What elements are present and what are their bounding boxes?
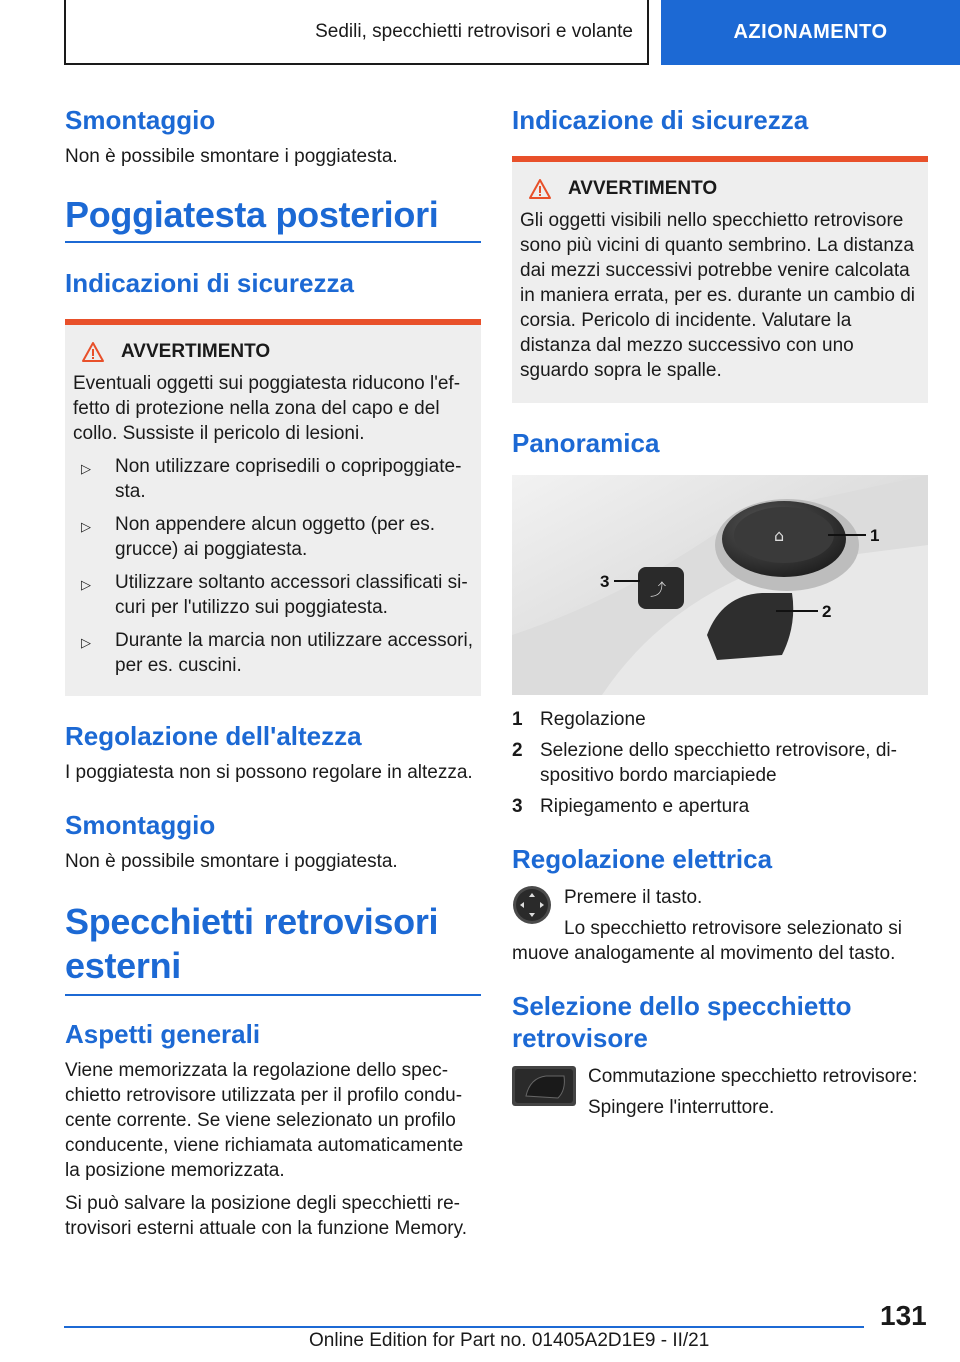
warning-text: Gli oggetti visibili nello specchietto retrovisore sono più vicini di quanto sembrino. La distanza dai mezzi successivi potrebbe venire calcolata in maniera errata, per es. durante un cambio di corsia. Pericolo di incidente. Valutare la distanza dal mezzo successivo con uno sguardo sopra le spalle.: [520, 210, 915, 381]
list-item: ▷ Durante la marcia non utilizzare accessori, per es. cuscini.: [73, 628, 473, 678]
bullet-triangle-icon: ▷: [81, 519, 91, 534]
header-chapter-tab[interactable]: [661, 0, 960, 65]
indicazione-heading: Indicazione di sicurezza: [512, 105, 809, 135]
warning-triangle-icon: [528, 178, 552, 200]
mirror-switch-illustration: [512, 475, 928, 695]
bullet-triangle-icon: ▷: [81, 461, 91, 476]
warning-box-right: [512, 156, 928, 403]
header-section-title: Sedili, specchietti retrovisori e volante: [315, 20, 633, 42]
footer-rule: [64, 1326, 864, 1328]
aspetti-generali-heading: Aspetti generali: [65, 1019, 261, 1049]
smontaggio-text: Non è possibile smontare i poggiatesta.: [65, 146, 398, 167]
indicazioni-heading: Indicazioni di sicurezza: [65, 268, 354, 298]
header-chapter-label: AZIONAMENTO: [733, 21, 888, 43]
header-section-box: [64, 0, 649, 65]
callout-1: 1: [870, 526, 880, 545]
callout-2: 2: [822, 602, 832, 621]
elettrica-text-2: Lo specchietto retrovisore selezionato si muove analogamente al movimento del tasto.: [512, 918, 902, 964]
warning-title: [520, 178, 920, 200]
warning-box: [65, 319, 481, 696]
mirror-adjust-button-icon: [512, 885, 552, 925]
list-item: 3 Ripiegamento e apertura: [512, 796, 750, 817]
list-item: ▷ Utilizzare soltanto accessori classificati si-curi per l'utilizzo sui poggiatesta.: [73, 570, 473, 620]
left-column: [65, 96, 481, 1241]
selezione-text-2: Spingere l'interruttore.: [588, 1097, 775, 1118]
warning-title-text: AVVERTIMENTO: [568, 178, 718, 199]
smontaggio-heading: Smontaggio: [65, 105, 216, 135]
warning-title-text: AVVERTIMENTO: [121, 341, 271, 362]
aspetti-generali-text-2: Si può salvare la posizione degli specchietti re-trovisori esterni attuale con la funzione Memory.: [65, 1193, 467, 1239]
smontaggio-text-2: Non è possibile smontare i poggiatesta.: [65, 851, 398, 872]
svg-text:⤴: ⤴: [650, 580, 667, 599]
warning-title: [73, 341, 473, 363]
panoramica-heading: Panoramica: [512, 428, 660, 458]
heading-rule: [65, 994, 481, 996]
regolazione-altezza-text: I poggiatesta non si possono regolare in altezza.: [65, 762, 473, 783]
poggiatesta-posteriori-heading: Poggiatesta posteriori: [65, 194, 439, 235]
smontaggio-heading-2: Smontaggio: [65, 810, 216, 840]
svg-text:⌂: ⌂: [774, 526, 785, 545]
selezione-text-1: Commutazione specchietto retrovisore:: [588, 1066, 918, 1087]
warning-list: [73, 454, 473, 678]
legend-list: [512, 707, 928, 819]
bullet-triangle-icon: ▷: [81, 635, 91, 650]
elettrica-text-1: Premere il tasto.: [564, 887, 703, 908]
selezione-block: [512, 1064, 928, 1120]
regolazione-elettrica-heading: Regolazione elettrica: [512, 844, 773, 874]
aspetti-generali-text-1: Viene memorizzata la regolazione dello spec-chietto retrovisore utilizzata per il profilo condu-cente corrente. Se viene selezionato un profilo conducente, viene richiamata automaticamente la posizione memorizzata.: [65, 1060, 464, 1181]
regolazione-altezza-heading: Regolazione dell'altezza: [65, 721, 362, 751]
edition-text: Online Edition for Part no. 01405A2D1E9 - II/21: [309, 1330, 710, 1351]
right-column: [512, 96, 928, 1120]
warning-text: Eventuali oggetti sui poggiatesta riducono l'ef-fetto di protezione nella zona del capo e del collo. Sussiste il pericolo di lesioni.: [73, 373, 461, 444]
heading-rule: [65, 241, 481, 243]
selezione-heading: Selezione dello specchietto retrovisore: [512, 991, 852, 1053]
list-item: 1 Regolazione: [512, 709, 646, 730]
warning-triangle-icon: [81, 341, 105, 363]
page-number: 131: [880, 1300, 927, 1331]
list-item: ▷ Non appendere alcun oggetto (per es. grucce) ai poggiatesta.: [73, 512, 473, 562]
bullet-triangle-icon: ▷: [81, 577, 91, 592]
specchietti-heading: Specchietti retrovisori esterni: [65, 901, 439, 986]
elettrica-block: [512, 885, 928, 966]
list-item: ▷ Non utilizzare coprisedili o copripoggiate-sta.: [73, 454, 473, 504]
mirror-select-switch-icon: [512, 1066, 576, 1106]
list-item: 2 Selezione dello specchietto retrovisore, di-spositivo bordo marciapiede: [512, 740, 897, 786]
callout-3: 3: [600, 572, 610, 591]
